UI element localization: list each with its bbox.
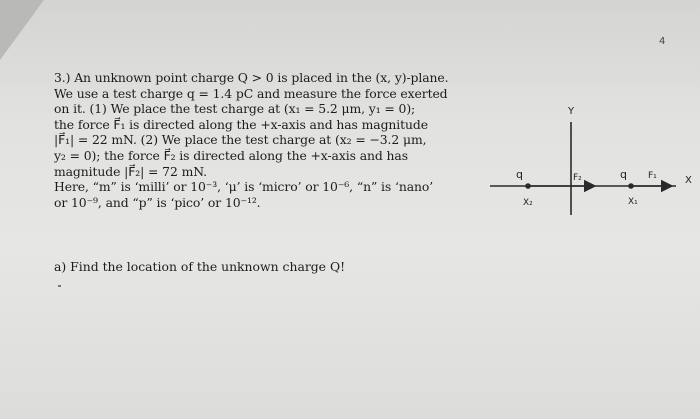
problem-line: on it. (1) We place the test charge at (x₁ = 5.2 μm, y₁ = 0); bbox=[54, 101, 416, 117]
problem-line: 3.) An unknown point charge Q > 0 is placed in the (x, y)-plane. bbox=[54, 70, 449, 85]
y-axis-label: Y bbox=[568, 106, 575, 117]
problem-line: magnitude |F⃗₂| = 72 mN. bbox=[54, 163, 208, 179]
page-number: 4 bbox=[659, 36, 666, 47]
question-a: a) Find the location of the unknown charge Q! bbox=[54, 259, 346, 274]
problem-line: y₂ = 0); the force F⃗₂ is directed along the +x-axis and has bbox=[54, 147, 408, 163]
q-label-right: q bbox=[620, 168, 627, 181]
problem-line: We use a test charge q = 1.4 pC and measure the force exerted bbox=[54, 85, 448, 101]
problem-line: |F⃗₁| = 22 mN. (2) We place the test charge at (x₂ = −3.2 μm, bbox=[54, 132, 427, 148]
f2-label: F₂ bbox=[573, 173, 582, 183]
x1-label: X₁ bbox=[628, 197, 638, 207]
problem-line: the force F⃗₁ is directed along the +x-axis and has magnitude bbox=[54, 116, 428, 132]
x-axis-label: X bbox=[685, 175, 692, 186]
x2-label: X₂ bbox=[523, 198, 533, 208]
problem-line: or 10⁻⁹, and “p” is ‘pico’ or 10⁻¹². bbox=[54, 194, 261, 210]
q-label-left: q bbox=[516, 168, 523, 181]
problem-line: Here, “m” is ‘milli’ or 10⁻³, ‘μ’ is ‘micro’ or 10⁻⁶, “n” is ‘nano’ bbox=[54, 179, 434, 195]
f1-label: F₁ bbox=[648, 171, 657, 181]
